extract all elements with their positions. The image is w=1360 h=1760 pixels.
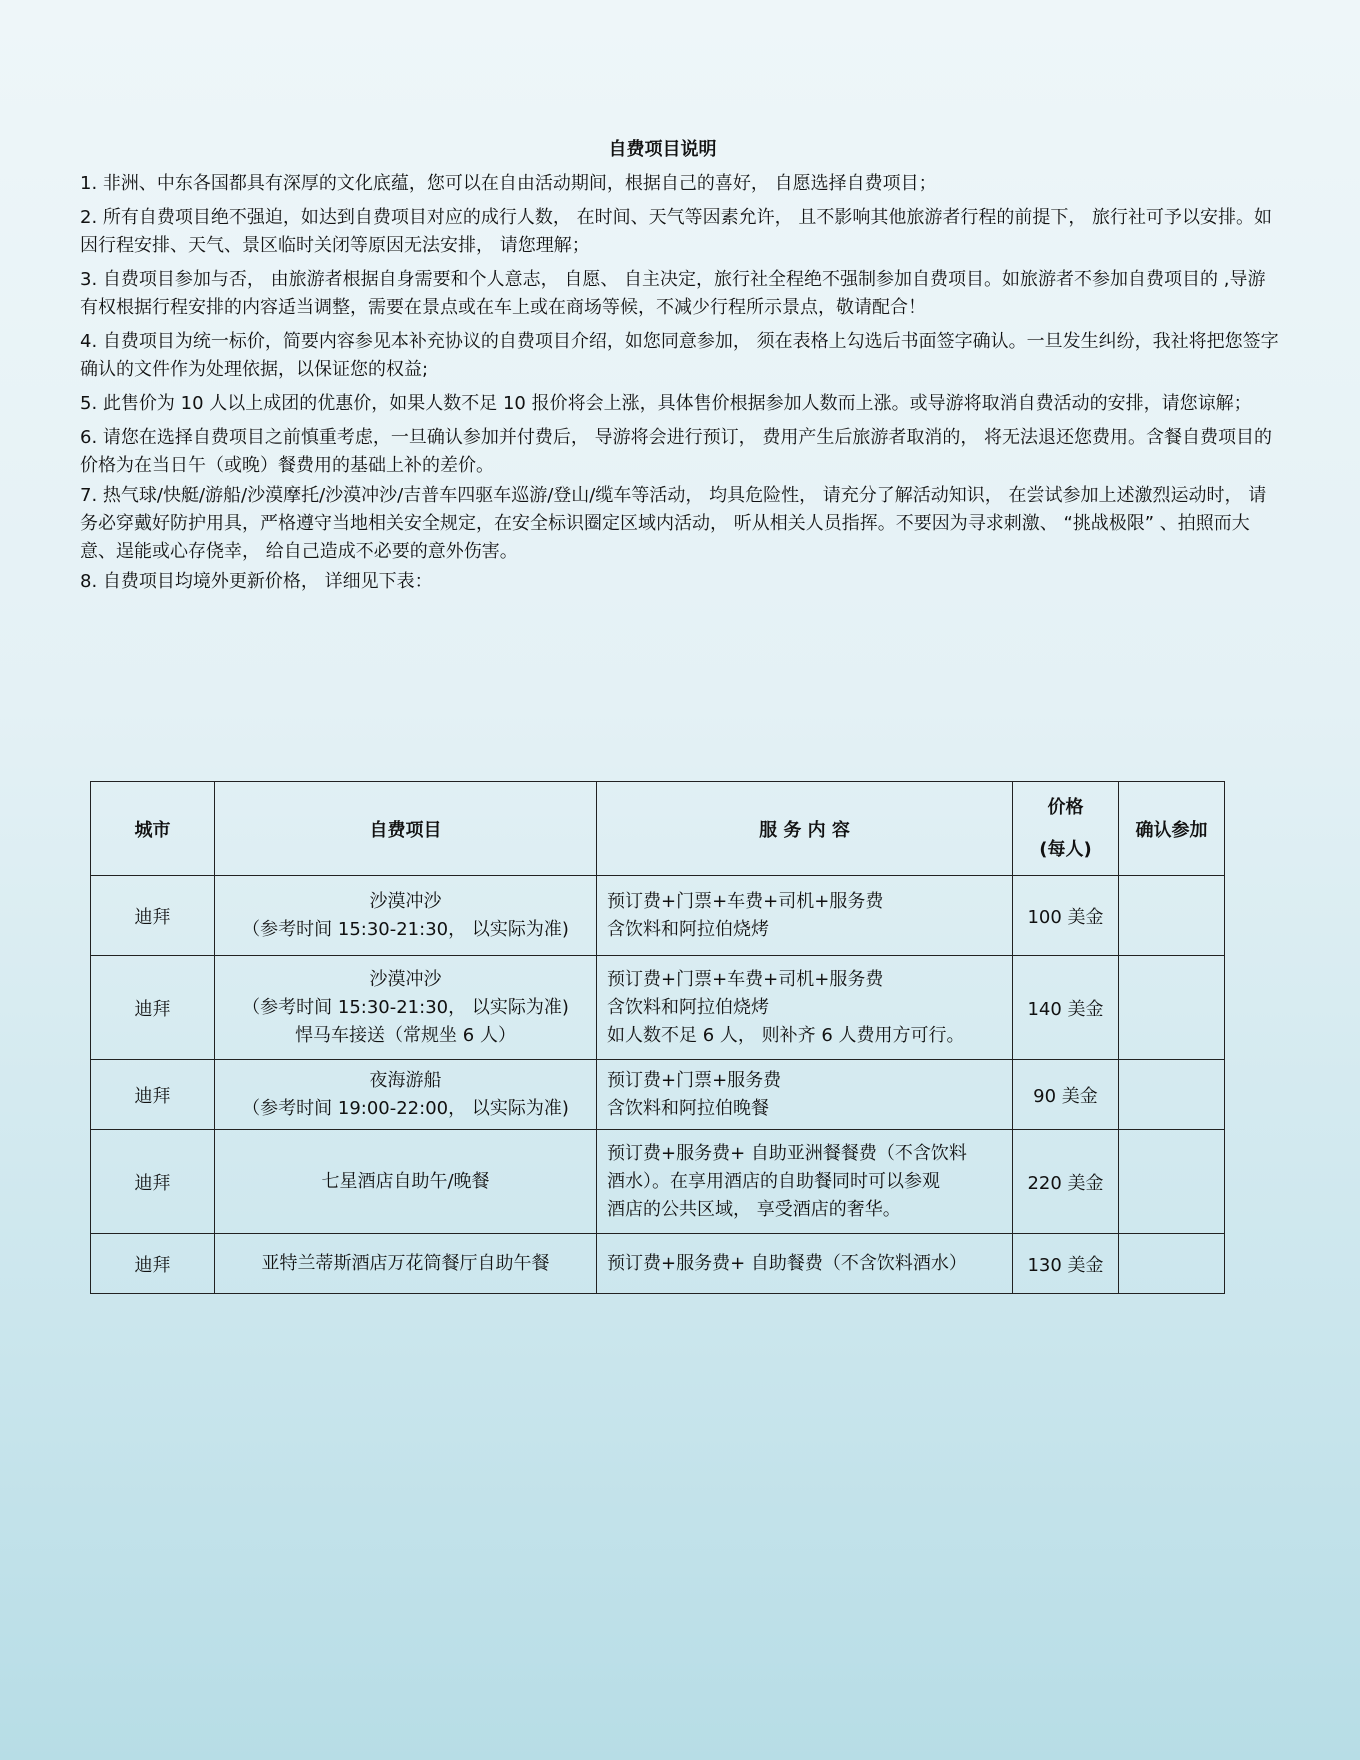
service-line: 酒店的公共区域， 享受酒店的奢华。 xyxy=(607,1198,901,1220)
header-city: 城市 xyxy=(91,782,215,876)
header-price-unit: (每人) xyxy=(1039,838,1092,860)
price-table xyxy=(90,781,1225,1294)
cell-service xyxy=(597,1234,1013,1294)
project-detail: （参考时间 15:30-21:30， 以实际为准) xyxy=(242,996,569,1018)
service-line: 含饮料和阿拉伯烧烤 xyxy=(607,918,769,940)
project-detail: 悍马车接送（常规坐 6 人） xyxy=(295,1024,516,1046)
service-line: 预订费+门票+服务费 xyxy=(607,1069,782,1091)
project-name: 夜海游船 xyxy=(369,1069,442,1091)
cell-project xyxy=(215,1130,597,1234)
project-name: 沙漠冲沙 xyxy=(369,968,442,990)
cell-price: 220 美金 xyxy=(1013,1130,1119,1234)
service-line: 酒水）。在享用酒店的自助餐同时可以参观 xyxy=(607,1170,940,1192)
notes-list xyxy=(80,170,1280,602)
table-header-row xyxy=(91,782,1225,876)
cell-project xyxy=(215,876,597,956)
cell-price: 130 美金 xyxy=(1013,1234,1119,1294)
cell-service xyxy=(597,956,1013,1060)
cell-city: 迪拜 xyxy=(91,876,215,956)
service-line: 预订费+服务费+ 自助餐费（不含饮料酒水） xyxy=(607,1252,967,1274)
table-row xyxy=(91,1234,1225,1294)
header-service: 服 务 内 容 xyxy=(597,782,1013,876)
note-item: 8. 自费项目均境外更新价格， 详细见下表： xyxy=(80,571,433,592)
service-line: 含饮料和阿拉伯烧烤 xyxy=(607,996,769,1018)
table-row xyxy=(91,956,1225,1060)
cell-project xyxy=(215,1060,597,1130)
table-row xyxy=(91,876,1225,956)
note-item: 6. 请您在选择自费项目之前慎重考虑，一旦确认参加并付费后， 导游将会进行预订， 费用产生后旅游者取消的， 将无法退还您费用。含餐自费项目的价格为在当日午（或晚）餐费用的基础上补的差价。 xyxy=(80,427,1273,476)
cell-city: 迪拜 xyxy=(91,1060,215,1130)
service-line: 预订费+门票+车费+司机+服务费 xyxy=(607,968,884,990)
table-row xyxy=(91,1130,1225,1234)
cell-confirm[interactable] xyxy=(1119,876,1225,956)
project-detail: （参考时间 19:00-22:00， 以实际为准) xyxy=(242,1097,569,1119)
note-item: 4. 自费项目为统一标价，简要内容参见本补充协议的自费项目介绍，如您同意参加， 须在表格上勾选后书面签字确认。一旦发生纠纷，我社将把您签字确认的文件作为处理依据，以保证您的权益; xyxy=(80,331,1279,380)
header-project: 自费项目 xyxy=(215,782,597,876)
note-item: 3. 自费项目参加与否， 由旅游者根据自身需要和个人意志， 自愿、 自主决定，旅行社全程绝不强制参加自费项目。如旅游者不参加自费项目的 ,导游有权根据行程安排的内容适当调整，需要在景点或在车上或在商场等候，不减少行程所示景点，敬请配合！ xyxy=(80,269,1266,318)
cell-price: 90 美金 xyxy=(1013,1060,1119,1130)
price-table-wrap xyxy=(90,781,1225,1294)
service-line: 如人数不足 6 人， 则补齐 6 人费用方可行。 xyxy=(607,1024,965,1046)
service-line: 含饮料和阿拉伯晚餐 xyxy=(607,1097,769,1119)
cell-service xyxy=(597,1060,1013,1130)
project-name: 沙漠冲沙 xyxy=(369,890,442,912)
project-detail: （参考时间 15:30-21:30， 以实际为准) xyxy=(242,918,569,940)
header-price xyxy=(1013,782,1119,876)
cell-price: 100 美金 xyxy=(1013,876,1119,956)
header-price-label: 价格 xyxy=(1047,796,1084,818)
cell-confirm[interactable] xyxy=(1119,1130,1225,1234)
cell-city: 迪拜 xyxy=(91,1130,215,1234)
note-item: 1. 非洲、中东各国都具有深厚的文化底蕴，您可以在自由活动期间，根据自己的喜好， 自愿选择自费项目； xyxy=(80,173,937,194)
cell-confirm[interactable] xyxy=(1119,1234,1225,1294)
note-item: 5. 此售价为 10 人以上成团的优惠价，如果人数不足 10 报价将会上涨，具体售价根据参加人数而上涨。或导游将取消自费活动的安排，请您谅解； xyxy=(80,393,1252,414)
cell-price: 140 美金 xyxy=(1013,956,1119,1060)
page-title: 自费项目说明 xyxy=(608,139,717,160)
cell-city: 迪拜 xyxy=(91,1234,215,1294)
cell-city: 迪拜 xyxy=(91,956,215,1060)
service-line: 预订费+门票+车费+司机+服务费 xyxy=(607,890,884,912)
service-line: 预订费+服务费+ 自助亚洲餐餐费（不含饮料 xyxy=(607,1142,967,1164)
cell-confirm[interactable] xyxy=(1119,1060,1225,1130)
cell-project xyxy=(215,1234,597,1294)
cell-confirm[interactable] xyxy=(1119,956,1225,1060)
cell-project xyxy=(215,956,597,1060)
cell-service xyxy=(597,1130,1013,1234)
header-confirm: 确认参加 xyxy=(1119,782,1225,876)
table-row xyxy=(91,1060,1225,1130)
note-item: 7. 热气球/快艇/游船/沙漠摩托/沙漠冲沙/吉普车四驱车巡游/登山/缆车等活动， 均具危险性， 请充分了解活动知识， 在尝试参加上述激烈运动时， 请务必穿戴好防护用具，严格遵守当地相关安全规定，在安全标识圈定区域内活动， 听从相关人员指挥。不要因为寻求刺激、 “挑战极限” 、拍照而大意、逞能或心存侥幸， 给自己造成不必要的意外伤害。 xyxy=(80,485,1267,562)
note-item: 2. 所有自费项目绝不强迫，如达到自费项目对应的成行人数， 在时间、天气等因素允许， 且不影响其他旅游者行程的前提下， 旅行社可予以安排。如因行程安排、天气、景区临时关闭等原因无法安排， 请您理解； xyxy=(80,207,1273,256)
project-name: 七星酒店自助午/晚餐 xyxy=(321,1170,490,1192)
project-name: 亚特兰蒂斯酒店万花筒餐厅自助午餐 xyxy=(261,1252,550,1274)
cell-service xyxy=(597,876,1013,956)
